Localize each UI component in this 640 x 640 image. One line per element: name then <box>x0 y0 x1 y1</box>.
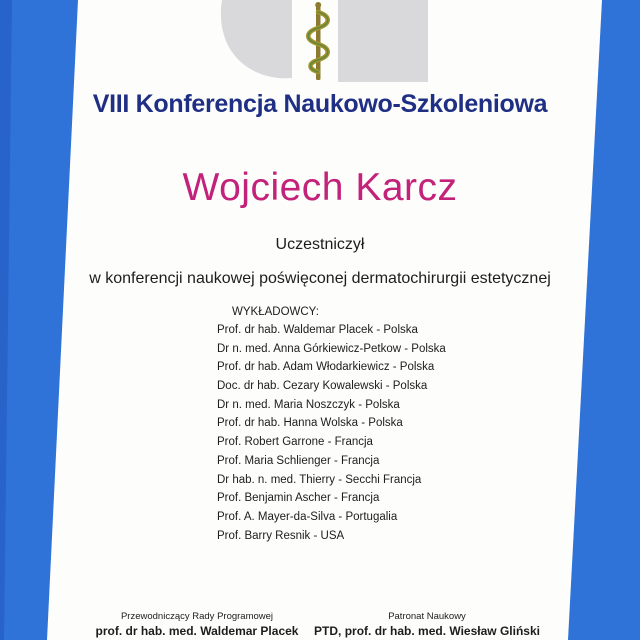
lecturers-list <box>217 321 446 545</box>
program-chair-signature <box>82 610 312 639</box>
scientific-patron-signature <box>298 610 556 639</box>
lecturers-heading: WYKŁADOWCY: <box>232 306 319 318</box>
signature-role: Przewodniczący Rady Programowej <box>120 611 274 622</box>
lecturer-item: Prof. Robert Garrone - Francja <box>217 436 373 449</box>
caduceus-icon <box>308 2 328 80</box>
lecturer-item: Dr n. med. Anna Górkiewicz-Petkow - Polska <box>217 342 446 355</box>
lecturer-item: Doc. dr hab. Cezary Kowalewski - Polska <box>217 380 428 393</box>
lecturer-item: Prof. Benjamin Ascher - Francja <box>217 492 380 505</box>
conference-title: VIII Konferencja Naukowo-Szkoleniowa <box>92 90 548 118</box>
lecturer-item: Prof. Maria Schlienger - Francja <box>217 454 380 467</box>
signature-name: PTD, prof. dr hab. med. Wiesław Gliński <box>314 624 540 638</box>
conference-subject: w konferencji naukowej poświęconej dermatochirurgii estetycznej <box>89 270 551 287</box>
lecturer-item: Prof. Barry Resnik - USA <box>217 529 345 542</box>
participation-statement: Uczestniczył <box>275 236 365 253</box>
lecturer-item: Prof. dr hab. Hanna Wolska - Polska <box>217 417 403 430</box>
lecturer-item: Dr hab. n. med. Thierry - Secchi Francja <box>217 473 422 486</box>
signature-role: Patronat Naukowy <box>388 611 466 622</box>
signature-name: prof. dr hab. med. Waldemar Placek <box>95 624 299 638</box>
recipient-name: Wojciech Karcz <box>182 166 458 209</box>
lecturer-item: Prof. dr hab. Adam Włodarkiewicz - Polska <box>217 361 435 374</box>
lecturer-item: Dr n. med. Maria Noszczyk - Polska <box>217 398 400 411</box>
lecturer-item: Prof. A. Mayer-da-Silva - Portugalia <box>217 510 398 523</box>
lecturer-item: Prof. dr hab. Waldemar Placek - Polska <box>217 324 418 336</box>
